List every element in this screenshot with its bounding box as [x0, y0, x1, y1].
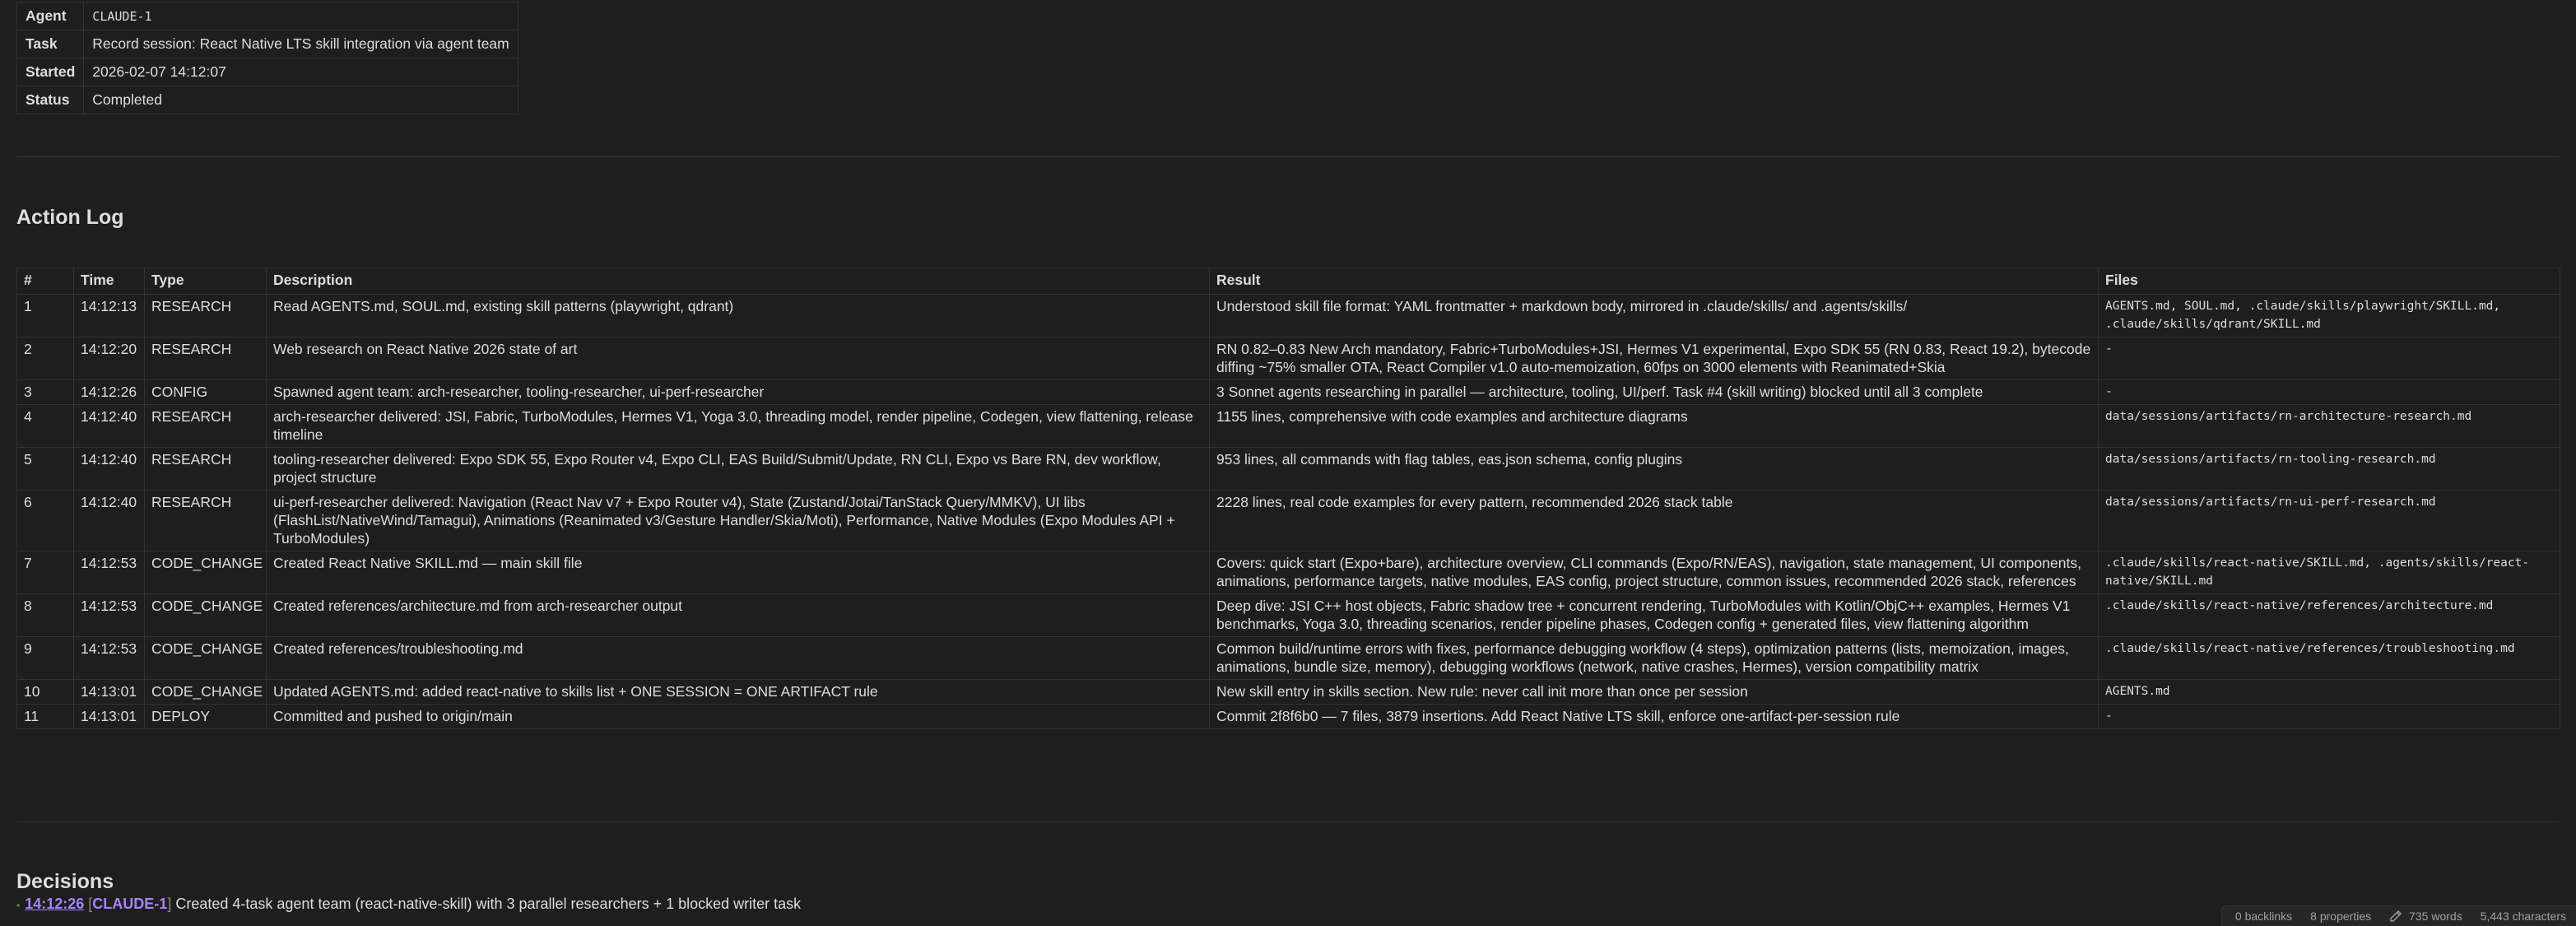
row-number-cell: 11: [17, 705, 74, 729]
type-cell: CODE_CHANGE: [145, 680, 267, 705]
action-log-table: [16, 268, 2560, 729]
table-row: [17, 405, 2560, 448]
table-row: [17, 491, 2560, 551]
table-row: [17, 680, 2560, 705]
time-cell: 14:12:26: [74, 380, 145, 405]
meta-value[interactable]: [84, 2, 518, 30]
type-cell: CODE_CHANGE: [145, 551, 267, 594]
backlinks-count[interactable]: 0 backlinks: [2234, 910, 2293, 923]
files-cell: data/sessions/artifacts/rn-ui-perf-research.md: [2099, 491, 2560, 551]
word-count: 735 words: [2409, 910, 2462, 923]
divider: [16, 821, 2560, 822]
table-row: [17, 337, 2560, 380]
meta-row-agent: [17, 2, 518, 30]
description-cell: tooling-researcher delivered: Expo SDK 55, Expo Router v4, Expo CLI, EAS Build/Submit/Update, RN CLI, Expo vs Bare RN, dev workflow, project structure: [267, 448, 1210, 491]
note-content: [16, 0, 2560, 912]
row-number-cell: 3: [17, 380, 74, 405]
row-number-cell: 8: [17, 594, 74, 637]
decision-item: • 14:12:26 [CLAUDE-1] Created 4-task agent team (react-native-skill) with 3 parallel researchers + 1 blocked writer task: [16, 896, 802, 912]
action-log-heading: Action Log: [16, 206, 124, 229]
decision-agent: CLAUDE-1: [92, 896, 168, 912]
result-cell: Deep dive: JSI C++ host objects, Fabric shadow tree + concurrent rendering, TurboModules with Kotlin/ObjC++ examples, Hermes V1 benchmarks, Yoga 3.0, threading scenarios, render pipeline phases, Codegen config + generated files, view flattening algorithm: [1210, 594, 2099, 637]
files-cell: .claude/skills/react-native/references/architecture.md: [2099, 594, 2560, 637]
type-cell: CONFIG: [145, 380, 267, 405]
column-header: Type: [145, 268, 267, 295]
properties-count[interactable]: 8 properties: [2310, 910, 2372, 923]
row-number-cell: 10: [17, 680, 74, 705]
description-cell: Created references/troubleshooting.md: [267, 637, 1210, 680]
table-row: [17, 380, 2560, 405]
meta-key: Task: [17, 30, 84, 58]
description-cell: ui-perf-researcher delivered: Navigation (React Nav v7 + Expo Router v4), State (Zustand/Jotai/TanStack Query/MMKV), UI libs (FlashList/NativeWind/Tamagui), Animations (Reanimated v3/Gesture Handler/Skia/Moti), Performance, Native Modules (Expo Modules API + TurboModules): [267, 491, 1210, 551]
row-number-cell: 7: [17, 551, 74, 594]
character-count: 5,443 characters: [2480, 910, 2566, 923]
files-cell: -: [2099, 380, 2560, 405]
time-cell: 14:12:20: [74, 337, 145, 380]
bullet-icon: •: [16, 900, 21, 911]
column-header: Result: [1210, 268, 2099, 295]
result-cell: Commit 2f8f6b0 — 7 files, 3879 insertions. Add React Native LTS skill, enforce one-artifact-per-session rule: [1210, 705, 2099, 729]
description-cell: arch-researcher delivered: JSI, Fabric, TurboModules, Hermes V1, Yoga 3.0, threading model, render pipeline, Codegen, view flattening, release timeline: [267, 405, 1210, 448]
meta-row-task: [17, 30, 518, 58]
time-cell: 14:12:53: [74, 594, 145, 637]
time-cell: 14:13:01: [74, 705, 145, 729]
time-cell: 14:12:53: [74, 551, 145, 594]
result-cell: Common build/runtime errors with fixes, performance debugging workflow (4 steps), optimization patterns (lists, memoization, images, animations, bundle size, memory), debugging workflows (network, native crashes, Hermes), version compatibility matrix: [1210, 637, 2099, 680]
table-header-row: [17, 268, 2560, 295]
files-cell: AGENTS.md: [2099, 680, 2560, 705]
type-cell: CODE_CHANGE: [145, 637, 267, 680]
time-cell: 14:12:40: [74, 448, 145, 491]
decision-text: Created 4-task agent team (react-native-skill) with 3 parallel researchers + 1 blocked writer task: [175, 896, 802, 912]
time-cell: 14:12:40: [74, 405, 145, 448]
files-cell: .claude/skills/react-native/SKILL.md, .agents/skills/react-native/SKILL.md: [2099, 551, 2560, 594]
row-number-cell: 4: [17, 405, 74, 448]
decision-time-link[interactable]: 14:12:26: [25, 896, 85, 912]
description-cell: Updated AGENTS.md: added react-native to skills list + ONE SESSION = ONE ARTIFACT rule: [267, 680, 1210, 705]
files-cell: data/sessions/artifacts/rn-architecture-research.md: [2099, 405, 2560, 448]
agent-id: CLAUDE-1: [92, 9, 152, 24]
session-metadata-table: [16, 2, 518, 114]
description-cell: Created references/architecture.md from arch-researcher output: [267, 594, 1210, 637]
result-cell: 2228 lines, real code examples for every pattern, recommended 2026 stack table: [1210, 491, 2099, 551]
files-cell: .claude/skills/react-native/references/troubleshooting.md: [2099, 637, 2560, 680]
time-cell: 14:12:13: [74, 295, 145, 337]
result-cell: RN 0.82–0.83 New Arch mandatory, Fabric+TurboModules+JSI, Hermes V1 experimental, Expo SDK 55 (RN 0.83, React 19.2), bytecode diffing ~75% smaller OTA, React Compiler v1.0 auto-memoization, 60fps on 3000 elements with Reanimated+Skia: [1210, 337, 2099, 380]
column-header: Description: [267, 268, 1210, 295]
pencil-icon[interactable]: [2389, 910, 2402, 923]
time-cell: 14:12:53: [74, 637, 145, 680]
result-cell: Covers: quick start (Expo+bare), architecture overview, CLI commands (Expo/RN/EAS), navigation, state management, UI components, animations, performance targets, native modules, EAS config, project structure, common issues, recommended 2026 stack, references: [1210, 551, 2099, 594]
row-number-cell: 5: [17, 448, 74, 491]
description-cell: Created React Native SKILL.md — main skill file: [267, 551, 1210, 594]
files-cell: data/sessions/artifacts/rn-tooling-research.md: [2099, 448, 2560, 491]
meta-key: Started: [17, 58, 84, 86]
table-row: [17, 705, 2560, 729]
result-cell: 1155 lines, comprehensive with code examples and architecture diagrams: [1210, 405, 2099, 448]
files-cell: AGENTS.md, SOUL.md, .claude/skills/playwright/SKILL.md, .claude/skills/qdrant/SKILL.md: [2099, 295, 2560, 337]
status-bar: [2221, 905, 2576, 926]
row-number-cell: 1: [17, 295, 74, 337]
meta-row-status: [17, 86, 518, 114]
row-number-cell: 6: [17, 491, 74, 551]
type-cell: RESEARCH: [145, 337, 267, 380]
column-header: #: [17, 268, 74, 295]
divider: [16, 156, 2560, 157]
meta-value[interactable]: Record session: React Native LTS skill integration via agent team: [84, 30, 518, 58]
table-row: [17, 594, 2560, 637]
table-row: [17, 295, 2560, 337]
meta-key: Agent: [17, 2, 84, 30]
table-row: [17, 551, 2560, 594]
column-header: Time: [74, 268, 145, 295]
row-number-cell: 9: [17, 637, 74, 680]
meta-key: Status: [17, 86, 84, 114]
type-cell: CODE_CHANGE: [145, 594, 267, 637]
meta-value[interactable]: 2026-02-07 14:12:07: [84, 58, 518, 86]
table-row: [17, 448, 2560, 491]
description-cell: Read AGENTS.md, SOUL.md, existing skill patterns (playwright, qdrant): [267, 295, 1210, 337]
table-row: [17, 637, 2560, 680]
type-cell: RESEARCH: [145, 491, 267, 551]
result-cell: 953 lines, all commands with flag tables, eas.json schema, config plugins: [1210, 448, 2099, 491]
type-cell: RESEARCH: [145, 448, 267, 491]
result-cell: New skill entry in skills section. New rule: never call init more than once per session: [1210, 680, 2099, 705]
description-cell: Spawned agent team: arch-researcher, tooling-researcher, ui-perf-researcher: [267, 380, 1210, 405]
result-cell: 3 Sonnet agents researching in parallel — architecture, tooling, UI/perf. Task #4 (skill writing) blocked until all 3 complete: [1210, 380, 2099, 405]
meta-row-started: [17, 58, 518, 86]
row-number-cell: 2: [17, 337, 74, 380]
time-cell: 14:13:01: [74, 680, 145, 705]
type-cell: RESEARCH: [145, 405, 267, 448]
type-cell: RESEARCH: [145, 295, 267, 337]
column-header: Files: [2099, 268, 2560, 295]
meta-value[interactable]: Completed: [84, 86, 518, 114]
type-cell: DEPLOY: [145, 705, 267, 729]
result-cell: Understood skill file format: YAML frontmatter + markdown body, mirrored in .claude/skills/ and .agents/skills/: [1210, 295, 2099, 337]
files-cell: -: [2099, 705, 2560, 729]
description-cell: Web research on React Native 2026 state of art: [267, 337, 1210, 380]
files-cell: -: [2099, 337, 2560, 380]
decisions-heading: Decisions: [16, 870, 114, 893]
time-cell: 14:12:40: [74, 491, 145, 551]
description-cell: Committed and pushed to origin/main: [267, 705, 1210, 729]
